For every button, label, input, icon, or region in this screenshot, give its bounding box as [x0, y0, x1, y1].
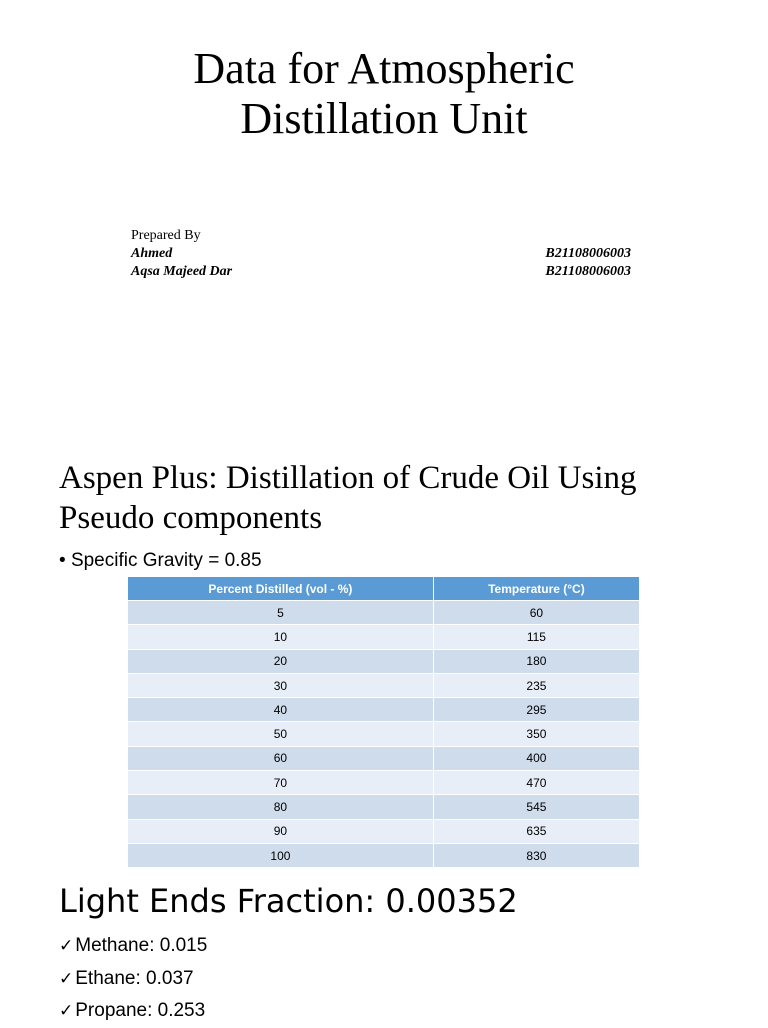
bullet-icon: • [59, 550, 66, 571]
list-item-text: Methane: 0.015 [75, 935, 208, 956]
page-title [0, 44, 768, 144]
percent-distilled-cell: 80 [128, 795, 433, 819]
title-line-1: Data for Atmospheric [193, 44, 575, 93]
prepared-by-label: Prepared By [131, 228, 201, 243]
temperature-cell: 830 [433, 843, 639, 867]
table-row [128, 673, 640, 697]
percent-distilled-cell: 20 [128, 649, 433, 673]
distillation-table [128, 577, 640, 867]
temperature-cell: 635 [433, 819, 639, 843]
list-item [59, 930, 207, 963]
table-row [128, 795, 640, 819]
temperature-cell: 470 [433, 771, 639, 795]
specific-gravity-text: Specific Gravity = 0.85 [70, 550, 262, 571]
table-row [128, 601, 640, 625]
temperature-cell: 295 [433, 698, 639, 722]
light-ends-list [59, 930, 207, 1028]
checkmark-icon: ✓ [59, 936, 74, 955]
light-ends-title: Light Ends Fraction: 0.00352 [59, 882, 518, 920]
table-row [128, 698, 640, 722]
column-header-temperature: Temperature (°C) [433, 577, 639, 601]
section-title-line-1: Aspen Plus: Distillation of Crude Oil Using [59, 460, 637, 496]
percent-distilled-cell: 30 [128, 673, 433, 697]
percent-distilled-cell: 50 [128, 722, 433, 746]
table-row [128, 625, 640, 649]
table-row [128, 843, 640, 867]
author-row [131, 263, 631, 281]
table-row [128, 649, 640, 673]
section-title [59, 458, 739, 538]
temperature-cell: 60 [433, 601, 639, 625]
column-header-percent-distilled: Percent Distilled (vol - %) [128, 577, 433, 601]
prepared-by-block [131, 227, 631, 281]
table-header-row [128, 577, 640, 601]
percent-distilled-cell: 10 [128, 625, 433, 649]
temperature-cell: 400 [433, 746, 639, 770]
list-item-text: Propane: 0.253 [75, 1000, 206, 1021]
temperature-cell: 350 [433, 722, 639, 746]
percent-distilled-cell: 5 [128, 601, 433, 625]
temperature-cell: 115 [433, 625, 639, 649]
author-id: B21108006003 [545, 264, 631, 279]
title-line-2: Distillation Unit [240, 94, 528, 143]
temperature-cell: 180 [433, 649, 639, 673]
percent-distilled-cell: 40 [128, 698, 433, 722]
author-id: B21108006003 [545, 246, 631, 261]
table-row [128, 722, 640, 746]
table-row [128, 746, 640, 770]
percent-distilled-cell: 100 [128, 843, 433, 867]
table-row [128, 771, 640, 795]
list-item [59, 963, 207, 996]
temperature-cell: 545 [433, 795, 639, 819]
checkmark-icon: ✓ [59, 968, 74, 988]
percent-distilled-cell: 90 [128, 819, 433, 843]
author-name: Ahmed [131, 246, 173, 261]
percent-distilled-cell: 70 [128, 771, 433, 795]
list-item [59, 995, 207, 1028]
author-row [131, 245, 631, 263]
checkmark-icon: ✓ [59, 1001, 74, 1020]
table-row [128, 819, 640, 843]
specific-gravity-bullet [59, 549, 262, 573]
table-body [128, 601, 640, 868]
section-title-line-2: Pseudo components [59, 500, 323, 536]
temperature-cell: 235 [433, 673, 639, 697]
percent-distilled-cell: 60 [128, 746, 433, 770]
author-name: Aqsa Majeed Dar [131, 264, 233, 279]
list-item-text: Ethane: 0.037 [75, 967, 194, 989]
